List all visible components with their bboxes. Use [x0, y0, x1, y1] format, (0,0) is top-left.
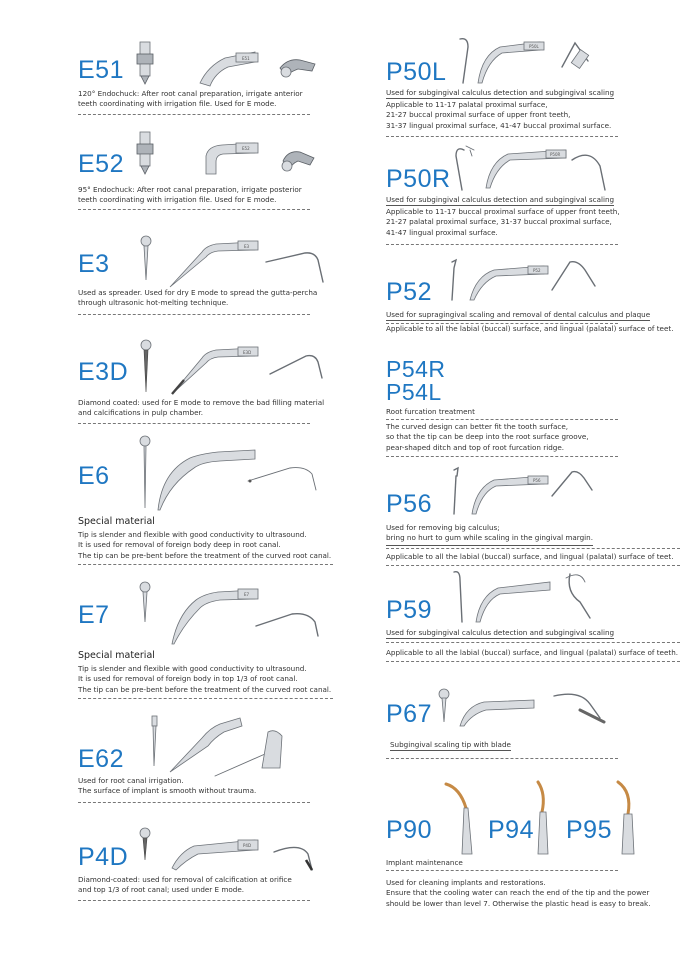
divider: [78, 802, 310, 803]
code-e3: E3: [78, 250, 110, 278]
code-p54r: P54R: [386, 356, 446, 382]
use-implant: Implant maintenance: [386, 858, 463, 867]
divider: [386, 661, 680, 662]
implant-tip-p95-icon: [612, 778, 642, 858]
desc-p4d: Diamond-coated: used for removal of calcification at orifice and top 1/3 of root canal; used under E mode.: [78, 875, 292, 895]
implant-tip-p90-icon: [440, 778, 480, 858]
desc-e7: Tip is slender and flexible with good conductivity to ultrasound. It is used for removal of foreign body in top 1/3 of root canal. The tip can be pre-bent before the treatment of the curved root canal.: [78, 664, 332, 694]
code-p59: P59: [386, 596, 432, 624]
irrigation-tip-icon: [130, 710, 330, 780]
svg-text:E3D: E3D: [243, 350, 252, 355]
divider: [386, 323, 618, 324]
code-p94: P94: [488, 816, 534, 844]
code-p56: P56: [386, 490, 432, 518]
divider: [78, 564, 333, 565]
subtitle-e6: Special material: [78, 516, 155, 527]
desc-p52: Applicable to all the labial (buccal) surface, and lingual (palatal) surface of teet.: [386, 324, 674, 333]
code-p54l: P54L: [386, 379, 442, 405]
svg-text:E52: E52: [242, 146, 250, 151]
desc-e6: Tip is slender and flexible with good conductivity to ultrasound. It is used for removal of foreign body deep in root canal. The tip can be pre-bent before the treatment of the curved root canal.: [78, 530, 332, 560]
divider: [78, 900, 310, 901]
implant-tip-p94-icon: [530, 778, 560, 858]
divider: [78, 698, 333, 699]
p50r-tip-icon: [440, 140, 610, 195]
code-e6: E6: [78, 462, 110, 490]
divider: [78, 423, 310, 424]
desc-implant: Used for cleaning implants and restorations. Ensure that the cooling water can reach the end of the tip and the power should be lower than level 7. Otherwise the plastic head is easy to break.: [386, 878, 651, 908]
divider: [78, 314, 310, 315]
code-e62: E62: [78, 745, 124, 773]
svg-text:P4D: P4D: [243, 843, 252, 848]
desc-p54: The curved design can better fit the tooth surface, so that the tip can be deep into the root surface groove, pear-shaped ditch and top of root furcation ridge.: [386, 422, 589, 452]
svg-text:E7: E7: [244, 592, 250, 597]
divider: [78, 209, 310, 210]
divider: [386, 419, 618, 420]
divider: [78, 114, 310, 115]
p4d-tip-icon: [130, 824, 330, 874]
use-p50r: Used for subgingival calculus detection and subgingival scaling: [386, 195, 615, 204]
use-p56: Used for removing big calculus; bring no hurt to gum while scaling in the gingival margin.: [386, 523, 593, 546]
svg-text:E3: E3: [244, 244, 250, 249]
use-p59: Used for subgingival calculus detection and subgingival scaling: [386, 628, 615, 637]
code-p95: P95: [566, 816, 612, 844]
svg-text:P50L: P50L: [529, 44, 539, 49]
diamond-spreader-tip-icon: [130, 336, 330, 396]
desc-e3: Used as spreader. Used for dry E mode to spread the gutta-percha through ultrasonic hot-melting technique.: [78, 288, 318, 308]
code-e52: E52: [78, 150, 124, 178]
e7-tip-icon: [130, 578, 330, 648]
divider: [386, 758, 618, 759]
desc-e52: 95° Endochuck: After root canal preparation, irrigate posterior teeth coordinating with irrigation file. Used for E mode.: [78, 185, 302, 205]
subtitle-e7: Special material: [78, 650, 155, 661]
code-p52: P52: [386, 278, 432, 306]
code-p50r: P50R: [386, 165, 451, 193]
desc-p56: Applicable to all the labial (buccal) surface, and lingual (palatal) surface of teet.: [386, 552, 674, 561]
desc-e62: Used for root canal irrigation. The surface of implant is smooth without trauma.: [78, 776, 257, 796]
e6-tip-icon: [130, 432, 330, 512]
spreader-tip-icon: [130, 232, 330, 292]
svg-text:P52: P52: [533, 268, 541, 273]
desc-p50r: Applicable to 11-17 buccal proximal surface of upper front teeth, 21-27 palatal proximal surface, 31-37 buccal proximal surface, 41-47 lingual proximal surface.: [386, 207, 620, 237]
use-p52: Used for supragingival scaling and removal of dental calculus and plaque: [386, 310, 651, 319]
divider: [386, 642, 680, 643]
p67-blade-tip-icon: [430, 686, 610, 731]
code-p90: P90: [386, 816, 432, 844]
use-p54: Root furcation treatment: [386, 407, 475, 416]
code-p67: P67: [386, 700, 432, 728]
divider: [386, 870, 618, 871]
divider: [386, 136, 618, 137]
endochuck-95-icon: [130, 128, 330, 188]
desc-e3d: Diamond coated: used for E mode to remove the bad filling material and calcifications in pulp chamber.: [78, 398, 325, 418]
p50l-tip-icon: [440, 33, 600, 88]
p52-tip-icon: [440, 256, 600, 306]
code-e3d: E3D: [78, 358, 129, 386]
code-e7: E7: [78, 601, 110, 629]
desc-p50l: Applicable to 11-17 palatal proximal surface, 21-27 buccal proximal surface of upper front teeth, 31-37 lingual proximal surface, 41-47 buccal proximal surface.: [386, 100, 612, 130]
p59-tip-icon: [440, 566, 600, 626]
code-e51: E51: [78, 56, 124, 84]
desc-e51: 120° Endochuck: After root canal preparation, irrigate anterior teeth coordinating with irrigation file. Used for E mode.: [78, 89, 303, 109]
use-p50l: Used for subgingival calculus detection and subgingival scaling: [386, 88, 615, 97]
code-p4d: P4D: [78, 843, 129, 871]
svg-text:E51: E51: [242, 56, 250, 61]
divider: [386, 548, 680, 549]
svg-text:P50R: P50R: [550, 152, 561, 157]
divider: [386, 244, 618, 245]
code-p50l: P50L: [386, 58, 447, 86]
svg-text:P56: P56: [533, 478, 541, 483]
p56-tip-icon: [440, 462, 600, 517]
use-p67: Subgingival scaling tip with blade: [390, 740, 511, 749]
divider: [386, 456, 618, 457]
desc-p59: Applicable to all the labial (buccal) surface, and lingual (palatal) surface of teeth.: [386, 648, 679, 657]
